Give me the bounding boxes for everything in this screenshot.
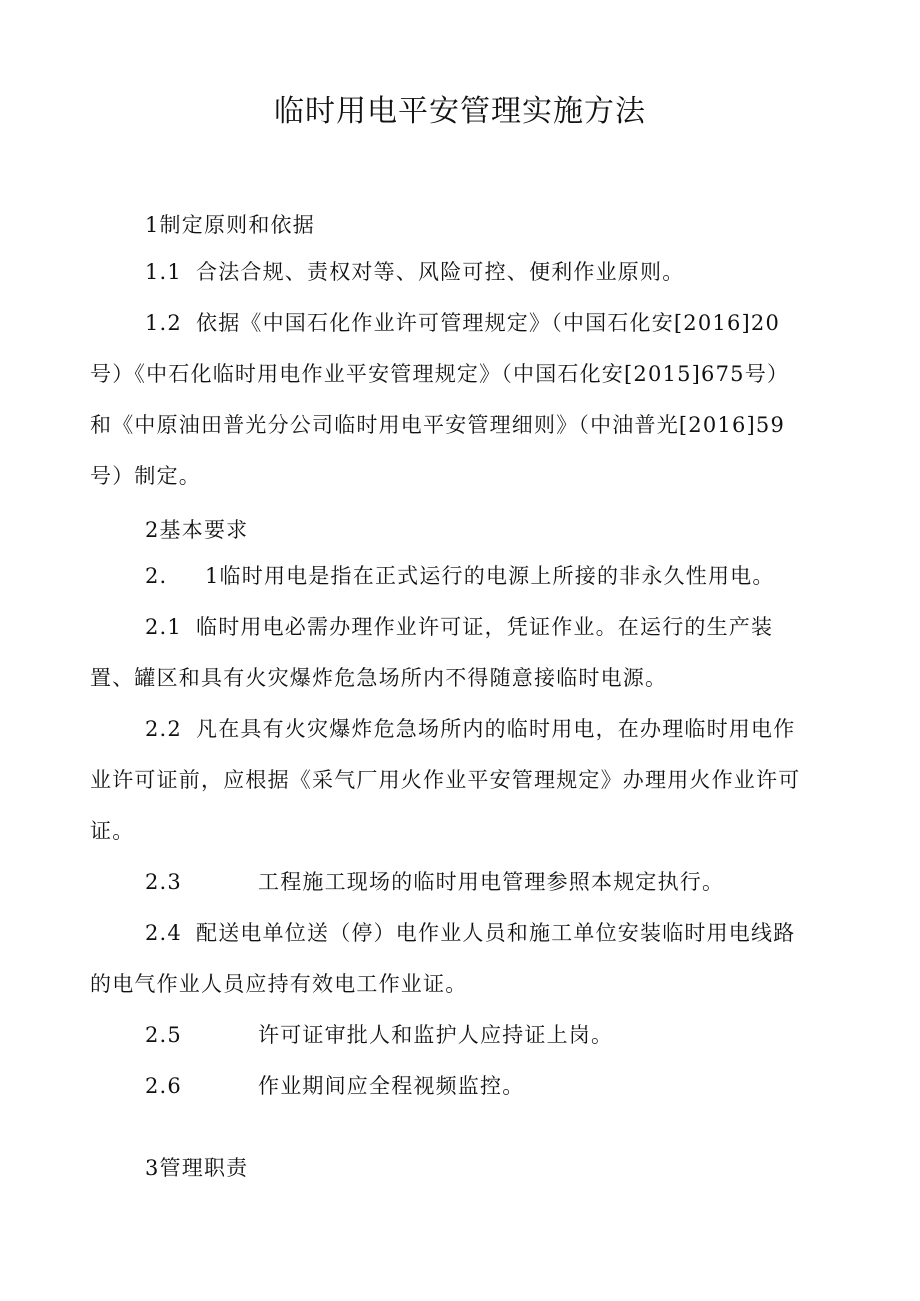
item-2-intro-text: 1临时用电是指在正式运行的电源上所接的非永久性用电。 [205,564,775,588]
item-2-3-text: 工程施工现场的临时用电管理参照本规定执行。 [258,870,725,894]
section-2-heading: 2基本要求 [145,518,249,542]
item-2-intro-number: 2. [145,564,168,588]
item-2-4-number: 2.4 [145,921,182,945]
item-2-6-number: 2.6 [145,1074,182,1098]
item-1-2-number: 1.2 [145,311,182,335]
item-1-1 [90,247,832,298]
item-1-1-number: 1.1 [145,260,182,284]
item-1-2-text-line-1: 依据《中国石化作业许可管理规定》（中国石化安[2016]20 [196,311,781,335]
item-2-1-line-1 [90,602,832,653]
item-2-2-line-1 [90,704,832,755]
item-2-3 [90,857,832,908]
item-2-4-line-2: 的电气作业人员应持有效电工作业证。 [90,972,468,996]
item-2-3-number: 2.3 [145,870,182,894]
document-title: 临时用电平安管理实施方法 [274,94,646,129]
section-1-body [90,247,832,502]
item-1-2-line-2: 号）《中石化临时用电作业平安管理规定》（中国石化安[2015]675号） [90,362,790,386]
item-1-2-line-1 [90,298,832,349]
item-1-1-text: 合法合规、责权对等、风险可控、便利作业原则。 [196,260,685,284]
item-2-intro [90,551,832,602]
item-2-2-line-3: 证。 [90,819,135,843]
section-2-body [90,551,832,1112]
item-2-1-number: 2.1 [145,615,182,639]
item-2-2-number: 2.2 [145,717,182,741]
item-2-1-text-line-1: 临时用电必需办理作业许可证，凭证作业。在运行的生产装 [196,615,774,639]
item-1-2-line-3: 和《中原油田普光分公司临时用电平安管理细则》（中油普光[2016]59 [90,413,786,437]
item-2-2-line-2: 业许可证前，应根据《采气厂用火作业平安管理规定》办理用火作业许可 [90,768,801,792]
section-3-heading: 3管理职责 [145,1156,249,1180]
item-2-4-line-1 [90,908,832,959]
section-1-heading: 1制定原则和依据 [145,213,315,237]
item-1-2-line-4: 号）制定。 [90,464,201,488]
item-2-5 [90,1010,832,1061]
item-2-2-text-line-1: 凡在具有火灾爆炸危急场所内的临时用电，在办理临时用电作 [196,717,796,741]
item-2-5-text: 许可证审批人和监护人应持证上岗。 [258,1023,614,1047]
item-2-6-text: 作业期间应全程视频监控。 [258,1074,525,1098]
item-2-4-text-line-1: 配送电单位送（停）电作业人员和施工单位安装临时用电线路 [196,921,796,945]
item-2-6 [90,1061,832,1112]
item-2-5-number: 2.5 [145,1023,182,1047]
item-2-1-line-2: 置、罐区和具有火灾爆炸危急场所内不得随意接临时电源。 [90,666,668,690]
